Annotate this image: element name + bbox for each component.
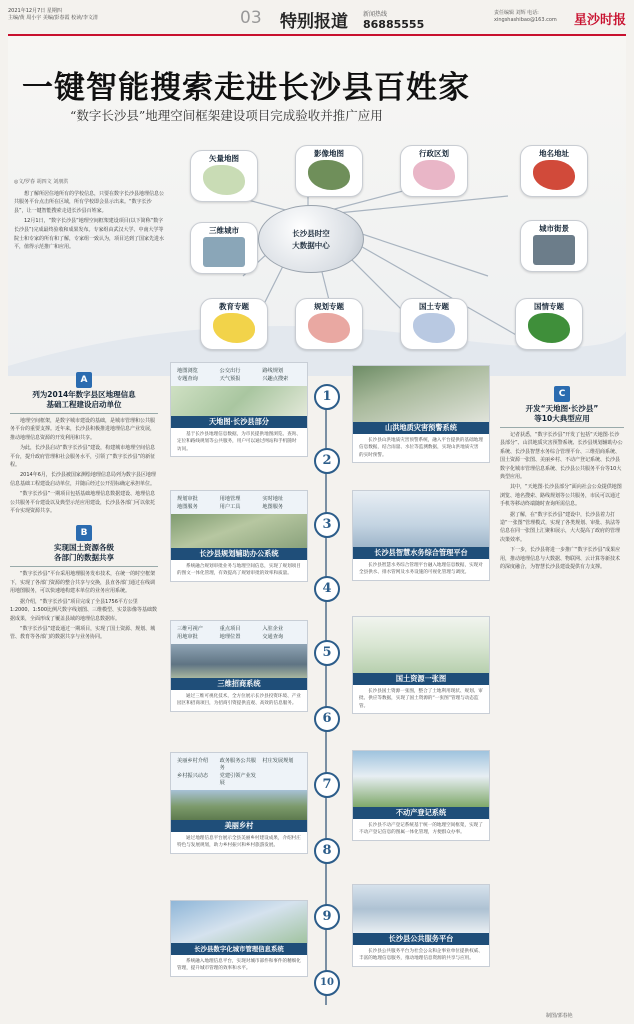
map-card-admin (400, 145, 468, 197)
app-description: 基于长沙县地理信息数据，为市民提供地图浏览、查询、定位和路线规划等公共服务，用户可以通过网站和手机随时访问。 (177, 432, 301, 452)
section-title-line: 等10大典型应用 (534, 414, 590, 423)
section-badge: C (554, 386, 570, 402)
screenshot-thumbnail (171, 790, 307, 820)
menu-item: 美丽乡村介绍 (177, 758, 209, 764)
app-card-10 (352, 884, 490, 967)
paragraph: 据介绍，“数字长沙县”项目完成了全县1756平方公里1:2000、1:500比例尺数字线划图、三维模型、实景影像等基础数据成果，全面形成了覆盖县域的地理信息数据库。 (10, 598, 158, 622)
section-b-title (10, 543, 158, 563)
section-title-line: 开发“天地图·长沙县” (525, 404, 599, 413)
app-description: 长沙县国土资源一张图，整合了土地利用现状、规划、审批、供应等数据，实现了国土资源的“一张图”管理与动态监管。 (359, 689, 483, 709)
app-number-4: 4 (314, 576, 340, 602)
hub-label-line1: 长沙县时空 (292, 229, 330, 238)
paragraph: 下一步，长沙县将进一步推广“数字长沙县”成果应用，推动地理信息与大数据、物联网、云计算等新技术的深度融合，为智慧长沙县建设提供有力支撑。 (500, 547, 621, 571)
hotline-phone: 86885555 (363, 18, 425, 31)
screenshot-thumbnail (171, 514, 307, 548)
app-description: 系统融合规划审批业务与地理空间信息，实现了规划项目的图文一体化管理，有效提高了规划审批的效率和质量。 (177, 564, 301, 577)
screenshot-thumbnail (353, 491, 489, 547)
paragraph: 其中，“天地图·长沙县部分”面向社会公众提供地图浏览、地名搜索、路线规划等公共服务，市民可以通过手机等移动终端随时查询所需信息。 (500, 484, 622, 508)
app-menu (171, 621, 307, 644)
app-card-8 (352, 750, 490, 841)
map-card-vector (190, 150, 258, 202)
app-card-7 (170, 752, 308, 854)
section-a-title (10, 390, 158, 410)
app-description: 长沙县不动产登记系统基于统一的地理空间框架，实现了不动产登记信息的图属一体化管理，方便群众办事。 (359, 823, 483, 836)
app-title: 天地图·长沙县部分 (171, 416, 307, 428)
map-card-land (400, 298, 468, 350)
app-card-5 (170, 620, 308, 712)
menu-item: 党建引领产业发展 (219, 773, 256, 786)
section-title-line: 各部门的数据共享 (54, 553, 114, 563)
map-thumbnail (528, 313, 570, 343)
section-badge: B (76, 525, 92, 541)
paragraph: 地理空间框架，是数字城市建设的基础，是城市管理和公共服务平台的重要支撑。近年来，长沙县积极推进地理信息产业发展，推动地理信息资源的开发利用和共享。 (10, 418, 156, 441)
app-title: 山洪地质灾害预警系统 (353, 422, 489, 434)
map-card-label: 矢量地图 (209, 154, 239, 163)
app-title: 长沙县公共服务平台 (353, 933, 489, 945)
screenshot-thumbnail (171, 901, 307, 943)
screenshot-thumbnail (353, 617, 489, 673)
map-card-label: 国情专题 (534, 302, 564, 311)
section-c-title (500, 404, 624, 424)
app-card-1 (170, 362, 308, 457)
masthead (8, 6, 626, 36)
menu-item: 乡村振兴动态 (177, 773, 209, 779)
map-card-label: 三维城市 (209, 226, 239, 235)
screenshot-thumbnail (171, 386, 307, 416)
menu-item: 入驻企业 (262, 626, 284, 632)
map-card-3d-city (190, 222, 258, 274)
right-column (500, 386, 624, 574)
intro-paragraph: 12月1日，“数字长沙县”地理空间框架建设项目(以下简称“数字长沙县”)完成最终验收和成果发布。专家组由武汉大学、中南大学等院士和专家的所有和了解，专家组一致认为，项目达到了国家先进水平，值得示范推广和应用。 (14, 218, 165, 251)
map-card-label: 规划专题 (314, 302, 344, 311)
map-card-label: 行政区划 (419, 149, 449, 158)
menu-item: 政务服务公共服务 (219, 758, 256, 771)
headline: 一键智能搜索走进长沙县百姓家 (22, 70, 470, 106)
paragraph: 为此，长沙县启动“数字长沙县”建设，构建城市地理空间信息平台，提升政府管理和社会服务水平，引领了“数字长沙县”的新征程。 (10, 445, 156, 469)
menu-item: 用地审批 (177, 634, 198, 640)
section-title-line: 实现国土资源各级 (54, 543, 114, 553)
screenshot-thumbnail (353, 885, 489, 933)
menu-item: 地理位置 (219, 634, 241, 640)
app-menu (171, 753, 307, 790)
data-center-hub (258, 205, 364, 273)
app-card-4 (352, 490, 490, 581)
app-card-9 (170, 900, 308, 977)
app-description: 系统融入地理信息平台，实现对城市部件和事件的精细化管理，提升城市管理的效率和水平。 (177, 959, 301, 972)
editor-email: xingshashibao@163.com (494, 17, 557, 23)
editor-line: 责任编辑 刘辉 电话: (494, 10, 539, 16)
app-number-2: 2 (314, 448, 340, 474)
newspaper-logo: 星沙时报 (574, 13, 627, 28)
subheadline: “数字长沙县”地理空间框架建设项目完成验收并推广应用 (70, 108, 383, 123)
page-number: 03 (240, 8, 262, 28)
menu-item: 实时地址 (262, 496, 284, 502)
divider (10, 566, 158, 567)
menu-item: 地图服务 (262, 504, 284, 510)
map-card-planning (295, 298, 363, 350)
app-card-3 (170, 490, 308, 582)
paragraph: “数字长沙县”一期项目包括基础地理信息数据建设、地理信息公共服务平台建设以及典型示范应用建设，长沙县各部门可以依托平台实现资源共享。 (10, 491, 156, 515)
app-card-6 (352, 616, 490, 714)
section-title: 特别报道 (280, 12, 348, 32)
masthead-editors: 主编/黄 周小宇 美编/彭春霞 校读/李文清 (8, 15, 98, 21)
intro-paragraph: 想了解所居住地所有的学校信息，只要在数字长沙县地理信息公共服务平台点击所在区域，所有学校即会显示出来。“数字长沙县”，让一键智能搜索走进长沙县百姓家。 (14, 190, 165, 214)
app-number-1: 1 (314, 384, 340, 410)
section-title-line: 列为2014年数字县区地理信息 (32, 390, 136, 399)
app-title: 国土资源一张图 (353, 673, 489, 685)
menu-item: 兴趣点搜索 (262, 376, 289, 382)
screenshot-thumbnail (353, 366, 489, 422)
hotline-label: 新闻热线 (363, 11, 388, 18)
map-thumbnail (533, 235, 575, 265)
app-number-5: 5 (314, 640, 340, 666)
menu-item: 路线规划 (262, 368, 284, 374)
app-number-8: 8 (314, 838, 340, 864)
app-number-7: 7 (314, 772, 340, 798)
menu-item: 村庄发展规划 (262, 758, 294, 764)
menu-item: 用户工具 (219, 504, 241, 510)
paragraph: 记者获悉，“数字长沙县”开发了包括“天地图·长沙县部分”、山洪地质灾害预警系统、长沙县规划辅助办公系统、长沙县智慧水务综合管理平台、三维招商系统、国土资源一张图、美丽乡村、不动产登记系统、长沙县数字化城市管理信息系统、长沙县公共服务平台等10大典型应用。 (500, 432, 623, 481)
app-description: 通过三维可视化技术，全方位展示长沙县投资环境、产业园区和招商项目，为招商引资提供直观、高效的信息服务。 (177, 694, 301, 707)
menu-item: 公交出行 (219, 368, 241, 374)
map-card-street-view (520, 220, 588, 272)
paragraph: “数字长沙县”建设通过一期项目，实现了国土资源、规划、城管、教育等各部门的数据共享与业务协同。 (10, 625, 156, 641)
menu-item: 地图服务 (177, 504, 198, 510)
map-card-label: 国土专题 (419, 302, 449, 311)
section-a-body (10, 417, 158, 515)
paragraph: 2014年6月，长沙县被国家测绘地理信息局列为数字县区地理信息基础工程建设启动单位，并随后经过公开招标确定承担单位。 (10, 472, 156, 487)
section-title-line: 基础工程建设启动单位 (46, 400, 122, 409)
editor-info (494, 10, 574, 24)
hub-label-line2: 大数据中心 (292, 241, 330, 250)
map-card-education (200, 298, 268, 350)
app-title: 三维招商系统 (171, 678, 307, 690)
map-card-national (515, 298, 583, 350)
screenshot-thumbnail (171, 644, 307, 678)
app-menu (171, 363, 307, 386)
app-description: 通过地理信息平台展示全县美丽乡村建设成果，介绍村庄特色与发展规划，助力乡村振兴和乡村旅游发展。 (177, 836, 301, 849)
divider (10, 413, 158, 414)
app-number-10: 10 (314, 970, 340, 996)
map-thumbnail (308, 160, 350, 190)
map-card-address (520, 145, 588, 197)
map-card-label: 地名地址 (539, 149, 569, 158)
divider (500, 427, 624, 428)
app-title: 不动产登记系统 (353, 807, 489, 819)
map-thumbnail (533, 160, 575, 190)
map-thumbnail (308, 313, 350, 343)
menu-item: 用地管理 (219, 496, 241, 502)
app-number-3: 3 (314, 512, 340, 538)
map-card-label: 影像地图 (314, 149, 344, 158)
app-title: 长沙县智慧水务综合管理平台 (353, 547, 489, 559)
app-title: 长沙县数字化城市管理信息系统 (171, 943, 307, 955)
app-card-2 (352, 365, 490, 463)
menu-item: 地图浏览 (177, 368, 198, 374)
menu-item: 重点项目 (219, 626, 241, 632)
graphic-credit: 制图/郭春艳 (546, 1013, 573, 1019)
app-menu (171, 491, 307, 514)
map-thumbnail (213, 313, 255, 343)
masthead-dateline (8, 8, 128, 22)
menu-item: 三维可视产 (177, 626, 203, 632)
app-description: 长沙县智慧水务综合管理平台融入地理信息数据，实现对全县供水、排水管网及水务设施的可视化管理与调度。 (359, 563, 483, 576)
app-number-9: 9 (314, 904, 340, 930)
app-title: 长沙县规划辅助办公系统 (171, 548, 307, 560)
menu-item: 专题查询 (177, 376, 198, 382)
map-thumbnail (413, 313, 455, 343)
screenshot-thumbnail (353, 751, 489, 807)
app-title: 美丽乡村 (171, 820, 307, 832)
map-thumbnail (203, 165, 245, 195)
map-thumbnail (413, 160, 455, 190)
left-column (10, 372, 158, 644)
menu-item: 交通查询 (262, 634, 284, 640)
menu-item: 规划审批 (177, 496, 198, 502)
masthead-date: 2021年12月7日 星期四 (8, 8, 62, 14)
map-thumbnail (203, 237, 245, 267)
section-c-body (500, 431, 624, 572)
section-b-body (10, 570, 158, 641)
app-description: 长沙县山洪地质灾害预警系统，融入平台提供的基础地理信息数据，结合雨量、水位等监测数据，实现山洪地质灾害的实时预警。 (359, 438, 483, 458)
map-card-label: 城市街景 (539, 224, 569, 233)
byline: ◎文/罗春 胡四文 刘朋洪 (14, 179, 69, 185)
menu-item: 天气预报 (219, 376, 241, 382)
app-number-6: 6 (314, 706, 340, 732)
section-badge: A (76, 372, 92, 388)
app-description: 长沙县公共服务平台为社会公众和企事业单位提供权威、丰富的地理信息服务，推动地理信息资源的共享与应用。 (359, 949, 483, 962)
map-card-imagery (295, 145, 363, 197)
map-card-label: 教育专题 (219, 302, 249, 311)
intro-text (14, 178, 164, 254)
paragraph: 据了解，在“数字长沙县”建设中，长沙县着力打造“一张图”管理模式，实现了各类规划、审批、执法等信息在同一张图上汇聚和展示，大大提高了政府的管理决策效率。 (500, 511, 621, 543)
paragraph: “数字长沙县”平台采用地理服务发布技术，在统一的时空框架下，实现了各部门资源的整合共享与交换，县直各部门通过在线调用地图服务，可以快速地构建本单位的业务应用系统。 (10, 571, 156, 595)
